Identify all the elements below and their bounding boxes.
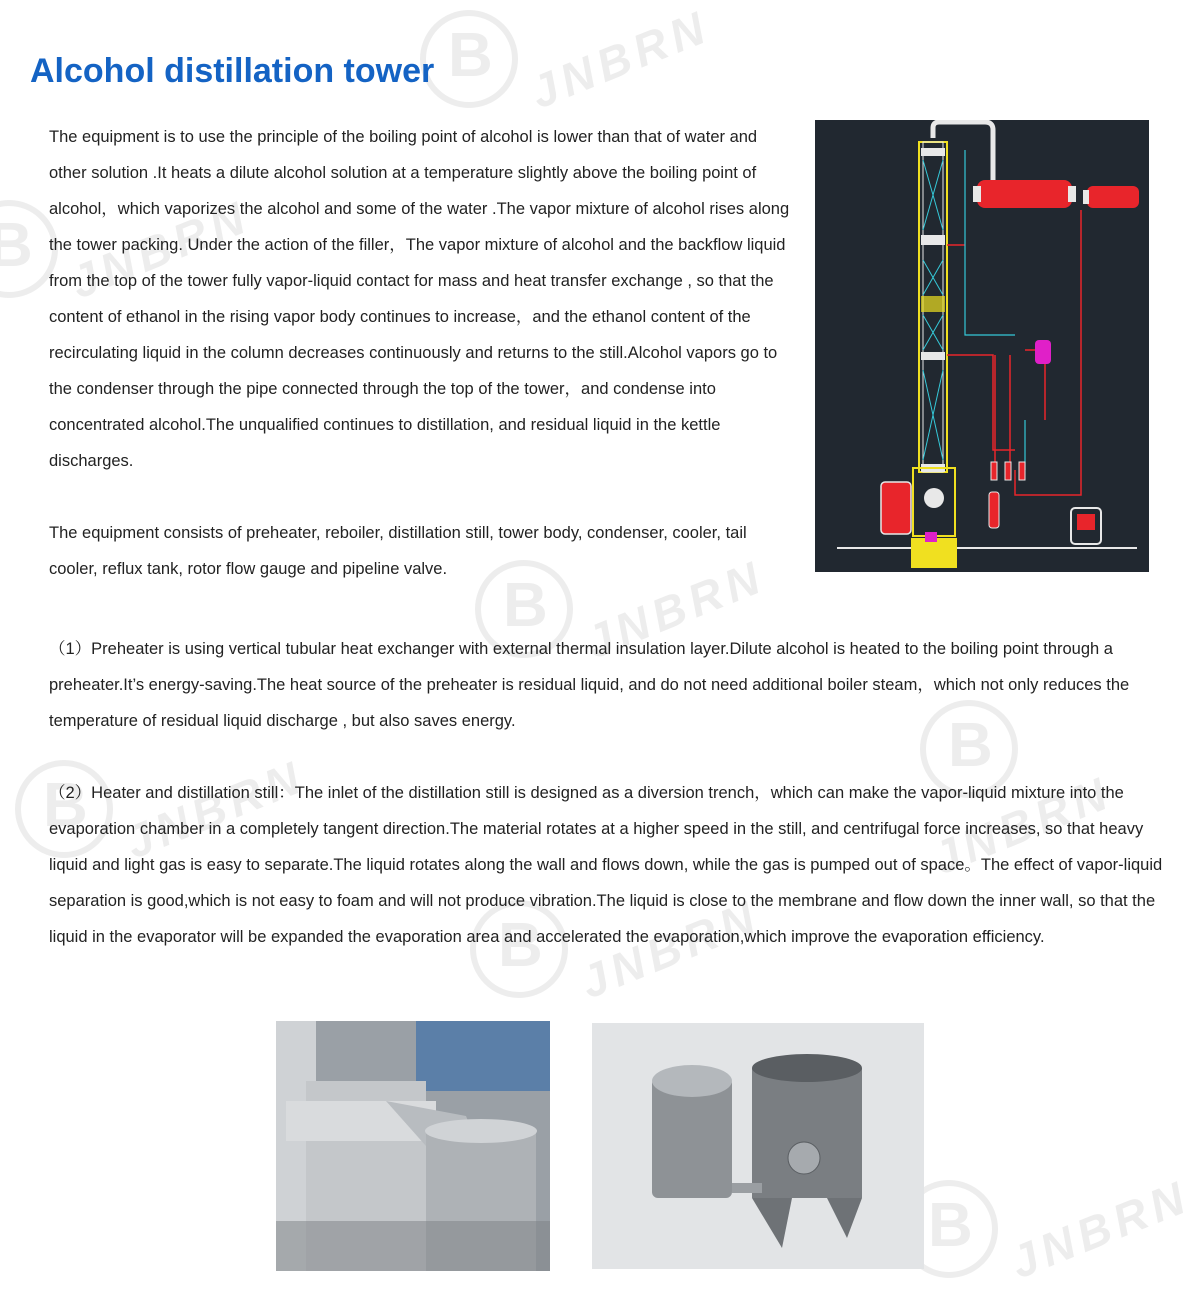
render-svg <box>592 1023 924 1269</box>
watermark-text: JNBRN <box>523 0 718 119</box>
tower-schematic-svg <box>815 120 1149 572</box>
distillation-still-photo <box>276 1021 550 1271</box>
watermark-text: JNBRN <box>118 749 313 869</box>
watermark-logo <box>420 0 718 119</box>
watermark-logo <box>900 1169 1198 1289</box>
watermark-text: JNBRN <box>925 765 1120 885</box>
still-photo-svg <box>276 1021 550 1271</box>
page-title: Alcohol distillation tower <box>30 52 435 90</box>
distillation-tower-diagram <box>815 120 1149 572</box>
still-separator-render <box>592 1023 924 1269</box>
watermark-text: JNBRN <box>573 889 768 1009</box>
heater-paragraph: （2）Heater and distillation still：The inlet of the distillation still is designed as a diversion trench，which can make the vapor-liquid mixture into the evaporation chamber in a completely tangent direction.The material rotates at a higher speed in the still, and centrifugal force increases, so that heavy liquid and light gas is easy to separate.The liquid rotates along the wall and flows down, while the gas is pumped out of space。The effect of vapor-liquid separation is good,which is not easy to foam and will not produce vibration.The liquid is close to the membrane and flow down the inner wall, so that the liquid in the evaporator will be expanded the evaporation area and accelerated the evaporation,which improve the evaporation efficiency. <box>49 784 1163 946</box>
preheater-paragraph: （1）Preheater is using vertical tubular heat exchanger with external thermal insulation layer.Dilute alcohol is heated to the boiling point through a preheater.It’s energy-saving.The heat source of the preheater is residual liquid, and do not need additional boiler steam，which not only reduces the temperature of residual liquid discharge , but also saves energy. <box>49 640 1130 730</box>
watermark-text: JNBRN <box>63 189 258 309</box>
principle-paragraph: The equipment is to use the principle of the boiling point of alcohol is lower than that of water and other solution .It heats a dilute alcohol solution at a temperature slightly above the boiling point of alcohol，which vaporizes the alcohol and some of the water .The vapor mixture of alcohol rises along the tower packing. Under the action of the filler，The vapor mixture of alcohol and the backflow liquid from the top of the tower fully vapor-liquid contact for mass and heat transfer exchange , so that the content of ethanol in the rising vapor body continues to increase，and the ethanol content of the recirculating liquid in the column decreases continuously and returns to the still.Alcohol vapors go to the condenser through the pipe connected through the top of the tower，and condense into concentrated alcohol.The unqualified continues to distillation, and residual liquid in the kettle discharges. <box>49 128 790 470</box>
components-paragraph: The equipment consists of preheater, reboiler, distillation still, tower body, condenser, cooler, tail cooler, reflux tank, rotor flow gauge and pipeline valve. <box>49 524 747 578</box>
watermark-text: JNBRN <box>1003 1169 1198 1289</box>
watermark-text: JNBRN <box>578 549 773 669</box>
